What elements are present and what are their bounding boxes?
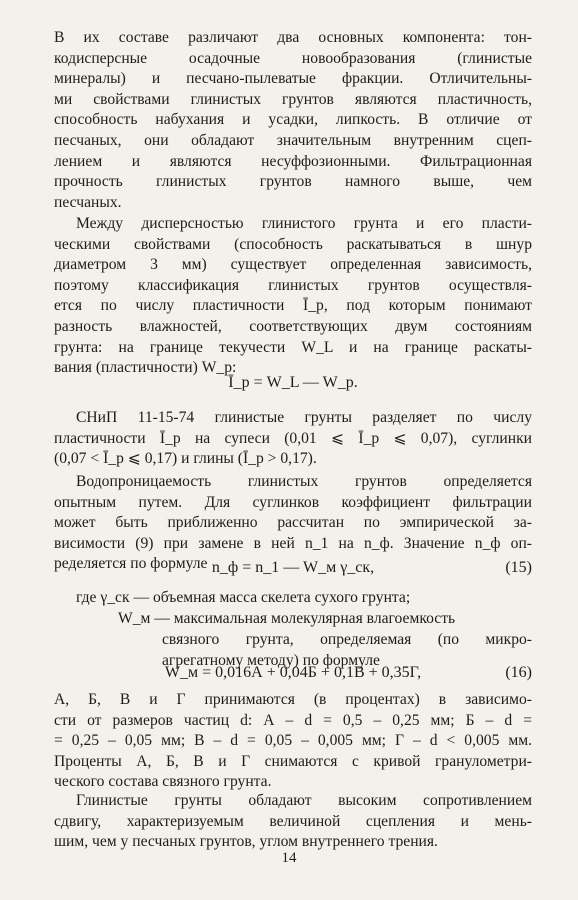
text-line: разность влажностей, соответствующих двум состояниям xyxy=(54,317,532,335)
formula-number: (16) xyxy=(505,664,532,681)
paragraph-3 xyxy=(54,408,532,470)
paragraph-2 xyxy=(54,214,532,379)
text-line: W_м — максимальная молекулярная влагоемкость xyxy=(118,610,456,627)
text-line: СНиП 11-15-74 глинистые грунты разделяет по числу xyxy=(76,409,532,426)
text-line: ределяется по формуле xyxy=(54,555,208,573)
text-line: ется по числу пластичности Ī_р, под которым понимают xyxy=(54,297,532,315)
text-line: грунта: на границе текучести W_L и на границе раскаты- xyxy=(54,338,532,356)
text-line: песчаных. xyxy=(54,193,122,211)
text-line: ми свойствами глинистых грунтов являются пластичность, xyxy=(54,90,532,108)
paragraph-5 xyxy=(54,690,532,793)
text-line: вания (пластичности) W_р: xyxy=(54,359,237,377)
paragraph-6 xyxy=(54,791,532,853)
text-line: может быть приближенно рассчитан по эмпирической за- xyxy=(54,514,532,532)
text-line: висимости (9) при замене в ней n_1 на n_ф. Значение n_ф оп- xyxy=(54,534,532,552)
text-line: (0,07 < Ī_р ⩽ 0,17) и глины (Ī_р > 0,17). xyxy=(54,450,317,468)
text-line: пластичности Ī_р на супеси (0,01 ⩽ Ī_р ⩽ 0,07), суглинки xyxy=(54,429,532,447)
text-line: А, Б, В и Г принимаются (в процентах) в зависимо- xyxy=(54,691,532,708)
text-line: Проценты А, Б, В и Г снимаются с кривой гранулометри- xyxy=(54,752,532,770)
text-line: Глинистые грунты обладают высоким сопротивлением xyxy=(76,792,532,809)
formula-number: (15) xyxy=(505,559,532,576)
text-line: лением и являются несуффозионными. Фильтрационная xyxy=(54,152,532,170)
text-line: Водопроницаемость глинистых грунтов определяется xyxy=(76,473,532,490)
text-line: сдвигу, характеризуемым величиной сцепления и мень- xyxy=(54,812,532,830)
text-line: диаметром 3 мм) существует определенная зависимость, xyxy=(54,256,532,274)
text-line: опытным путем. Для суглинков коэффициент фильтрации xyxy=(54,493,532,511)
text-line: способность набухания и усадки, липкость. В отличие от xyxy=(54,111,532,129)
formula-expression: Ī_р = W_L — W_р. xyxy=(228,374,358,391)
text-line: Между дисперсностью глинистого грунта и его пласти- xyxy=(76,215,532,232)
text-line: поэтому классификация глинистых грунтов осуществля- xyxy=(54,276,532,294)
text-line: сти от размеров частиц d: А – d = 0,5 – 0,25 мм; Б – d = xyxy=(54,711,532,729)
text-line: шим, чем у песчаных грунтов, углом внутреннего трения. xyxy=(54,833,438,851)
text-line: В их составе различают два основных компонента: тон- xyxy=(54,29,532,46)
definition-2 xyxy=(118,609,532,630)
text-line: кодисперсные осадочные новообразования (глинистые xyxy=(54,49,532,67)
formula-expression: n_ф = n_1 — W_м γ_ск, xyxy=(211,559,375,576)
text-line: агрегатному методу) по формуле xyxy=(162,651,380,669)
paragraph-1 xyxy=(54,28,532,213)
definition-1 xyxy=(76,588,532,609)
text-line: ческими свойствами (способность раскатываться в шнур xyxy=(54,235,532,253)
text-line: ческого состава связного грунта. xyxy=(54,773,272,791)
formula-expression: W_м = 0,016А + 0,04Б + 0,1В + 0,35Г, xyxy=(164,664,422,681)
text-line: = 0,25 – 0,05 мм; В – d = 0,05 – 0,005 мм; Г – d < 0,005 мм. xyxy=(54,732,532,750)
text-line: песчаных, они обладают значительным внутренним сцеп- xyxy=(54,131,532,149)
page-number: 14 xyxy=(281,850,297,866)
text-line: где γ_ск — объемная масса скелета сухого грунта; xyxy=(76,589,411,606)
text-line: связного грунта, определяемая (по микро- xyxy=(162,631,532,648)
text-line: прочность глинистых грунтов намного выше, чем xyxy=(54,173,532,191)
text-line: минералы) и песчано-пылеватые фракции. Отличительны- xyxy=(54,70,532,88)
